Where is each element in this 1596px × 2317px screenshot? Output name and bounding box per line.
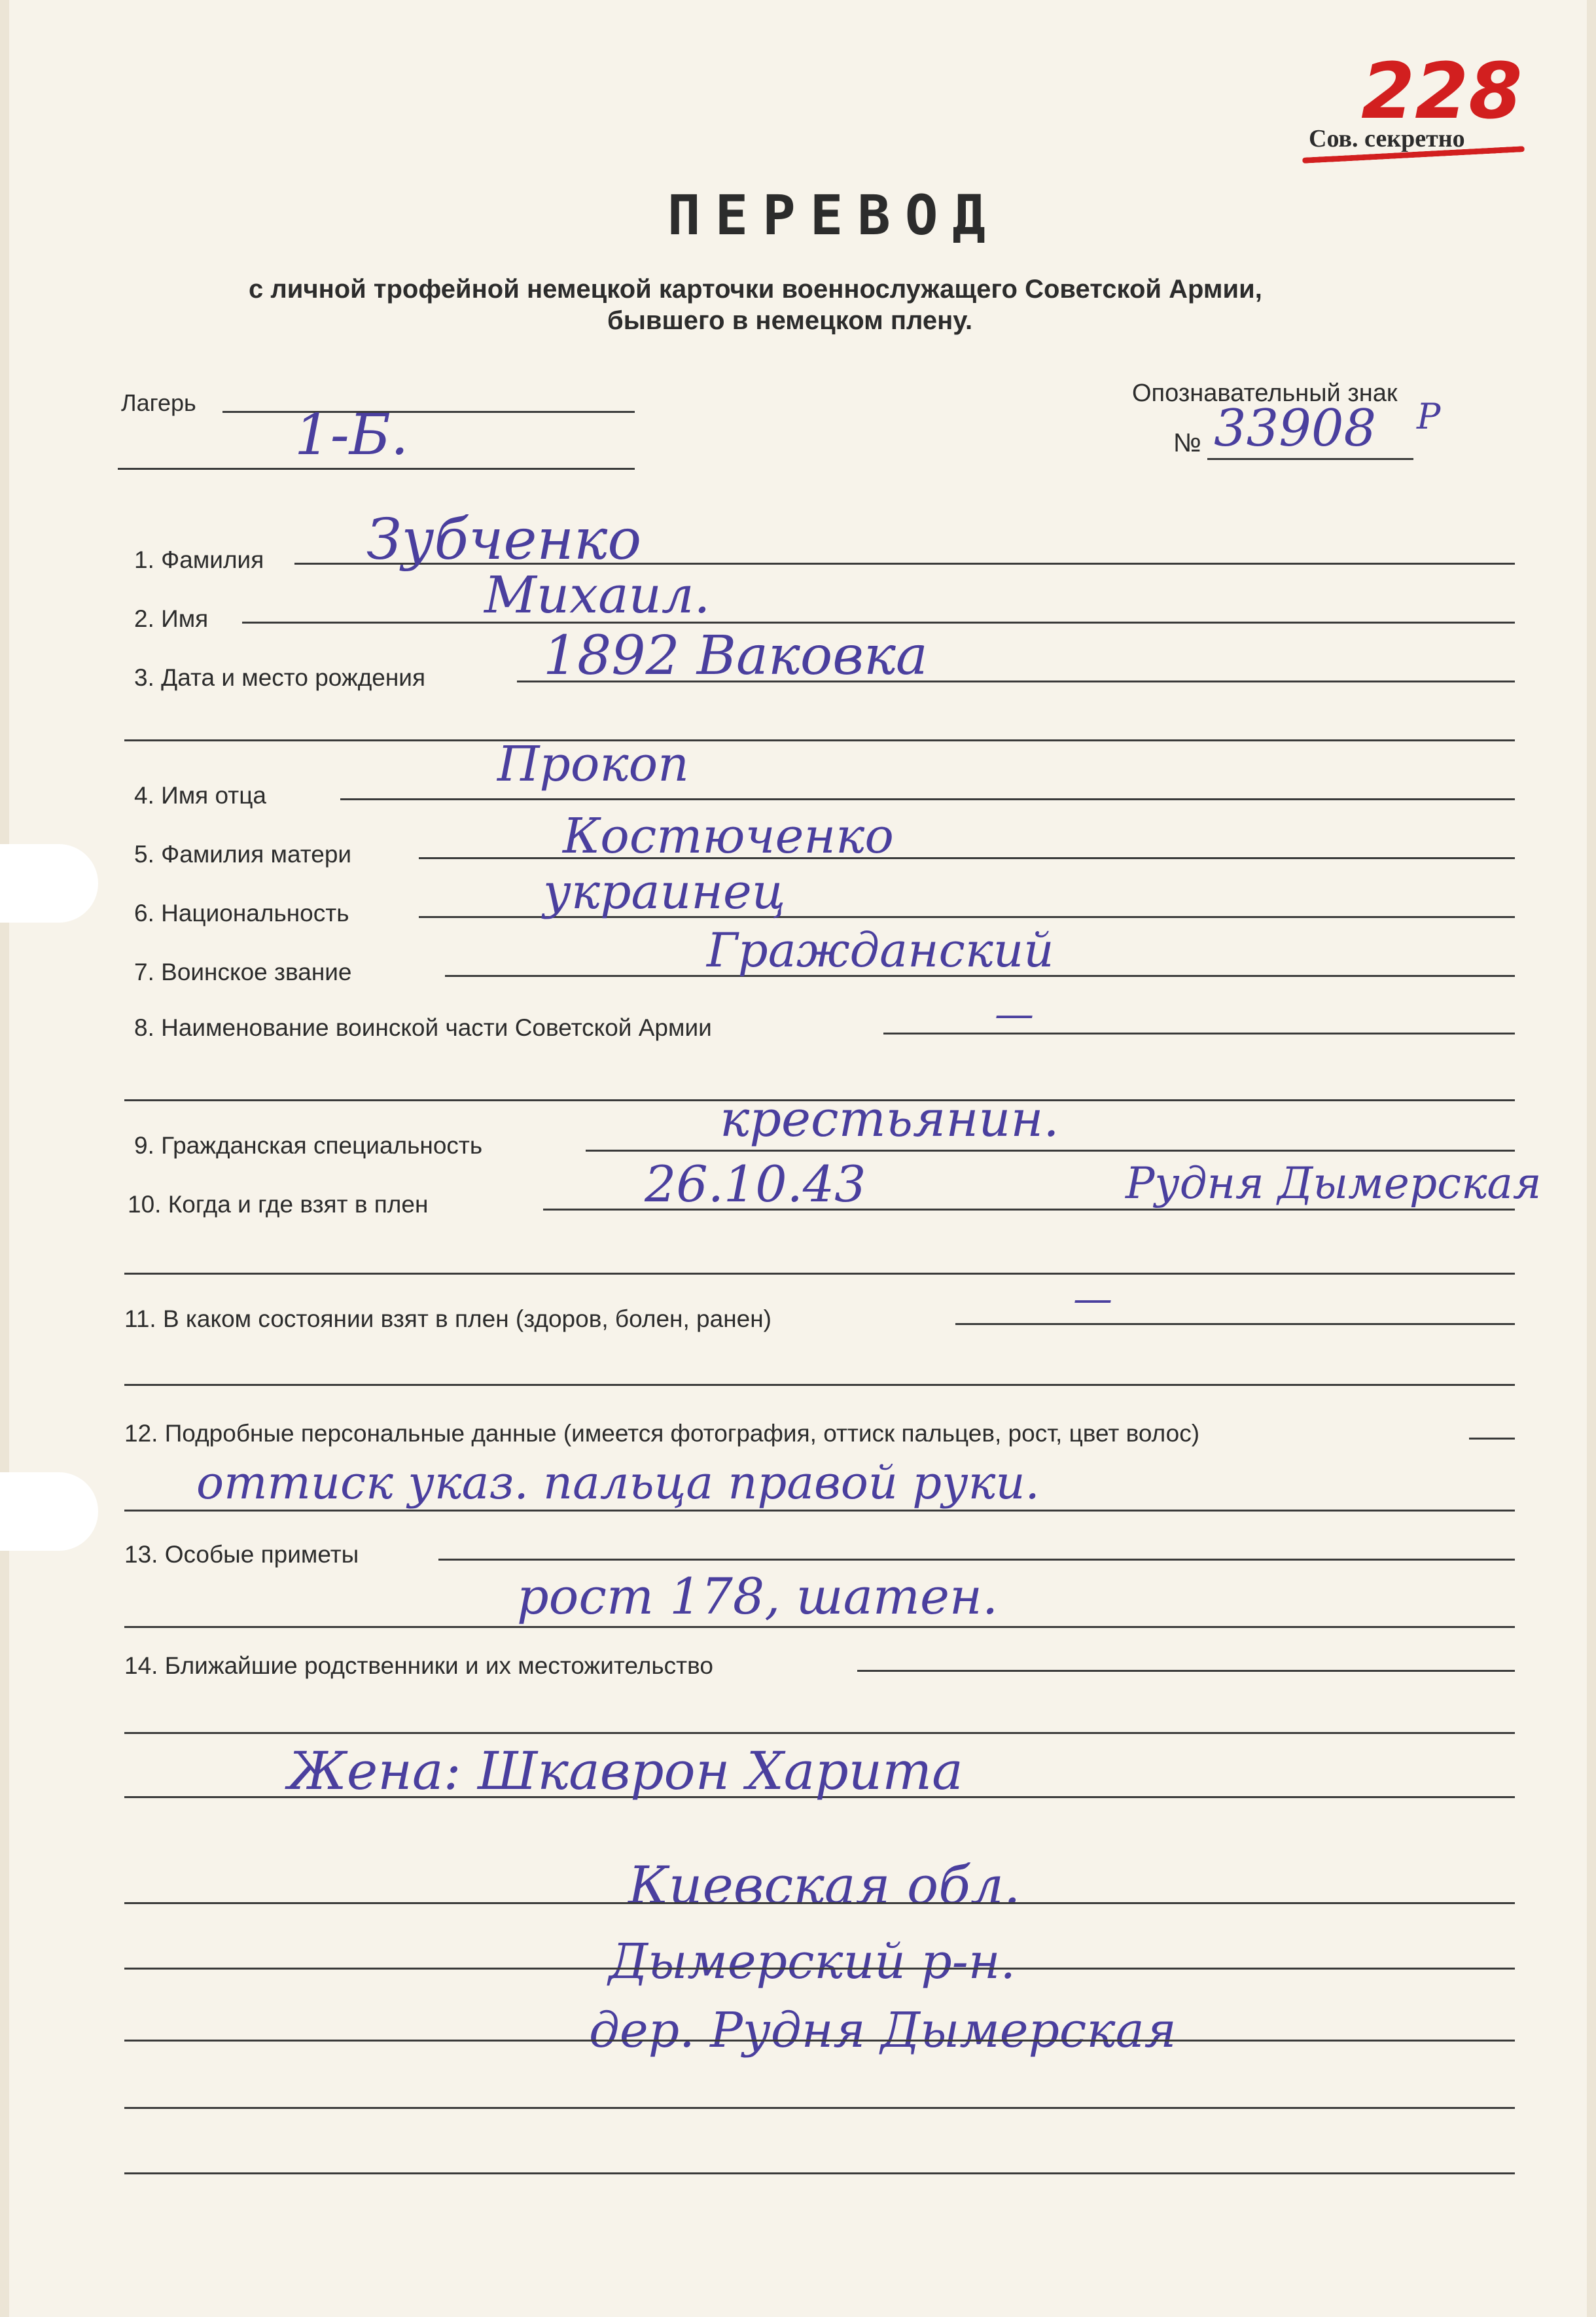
- field-10-value-place: Рудня Дымерская: [1126, 1158, 1542, 1209]
- blank-line-3: [124, 2040, 1515, 2042]
- red-stamp-number: 228: [1361, 46, 1523, 136]
- subtitle-line-2: бывшего в немецком плену.: [607, 306, 973, 335]
- field-12-continuation-line: [124, 1510, 1515, 1512]
- blank-line-1: [124, 1902, 1515, 1904]
- relatives-line-4: дер. Рудня Дымерская: [589, 2002, 1177, 2059]
- field-11-line: [955, 1323, 1515, 1325]
- field-12-label: 12. Подробные персональные данные (имеется фотография, оттиск пальцев, рост, цвет волос): [124, 1420, 1200, 1447]
- field-7-value: Гражданский: [707, 923, 1054, 978]
- field-7-label: 7. Воинское звание: [134, 959, 352, 985]
- field-4-line: [340, 798, 1515, 800]
- field-4-label: 4. Имя отца: [134, 782, 266, 809]
- id-tag-suffix: P: [1417, 396, 1441, 437]
- id-tag-label: Опознавательный знак: [1132, 380, 1398, 407]
- id-tag-value: 33908: [1214, 399, 1377, 458]
- subtitle-line-1: с личной трофейной немецкой карточки военнослужащего Советской Армии,: [249, 275, 1262, 304]
- field-13-line: [438, 1559, 1515, 1561]
- relatives-line-1: Жена: Шкаврон Харита: [288, 1741, 963, 1801]
- field-11-value: —: [1073, 1276, 1112, 1322]
- blank-line-4: [124, 2107, 1515, 2109]
- camp-line-2: [118, 468, 635, 470]
- field-13-continuation-line: [124, 1626, 1515, 1628]
- camp-value: 1-Б.: [294, 402, 409, 468]
- field-4-value: Прокоп: [497, 736, 689, 792]
- camp-label: Лагерь: [121, 389, 196, 416]
- field-2-line: [242, 622, 1515, 624]
- field-8-label: 8. Наименование воинской части Советской Армии: [134, 1014, 712, 1041]
- field-11-continuation-line: [124, 1384, 1515, 1386]
- field-6-value: украинец: [543, 864, 786, 920]
- field-9-line: [586, 1150, 1515, 1152]
- paper-left-edge: [0, 0, 9, 2317]
- paper-right-edge: [1587, 0, 1596, 2317]
- torn-notch-upper: [0, 844, 98, 923]
- field-6-label: 6. Национальность: [134, 900, 349, 927]
- field-3-continuation-line: [124, 739, 1515, 741]
- field-2-label: 2. Имя: [134, 605, 209, 632]
- field-14-label: 14. Ближайшие родственники и их местожительство: [124, 1652, 713, 1679]
- field-9-label: 9. Гражданская специальность: [134, 1132, 483, 1159]
- torn-notch-lower: [0, 1472, 98, 1551]
- field-9-value: крестьянин.: [720, 1089, 1059, 1148]
- id-tag-number-sign: №: [1173, 429, 1201, 457]
- field-12-value: оттиск указ. пальца правой руки.: [196, 1456, 1040, 1510]
- field-11-label: 11. В каком состоянии взят в плен (здоров, болен, ранен): [124, 1305, 771, 1332]
- field-2-value: Михаил.: [484, 566, 711, 625]
- field-14-line-2: [124, 1732, 1515, 1734]
- field-8-line: [883, 1033, 1515, 1035]
- field-10-value-date: 26.10.43: [645, 1155, 866, 1213]
- field-13-label: 13. Особые приметы: [124, 1541, 359, 1568]
- field-5-value: Костюченко: [563, 808, 894, 864]
- field-3-label: 3. Дата и место рождения: [134, 664, 425, 691]
- id-tag-line: [1207, 458, 1413, 460]
- field-10-continuation-line: [124, 1273, 1515, 1275]
- field-3-value: 1892 Ваковка: [543, 625, 928, 687]
- field-8-value: —: [995, 991, 1034, 1037]
- field-10-label: 10. Когда и где взят в плен: [128, 1191, 429, 1218]
- field-1-label: 1. Фамилия: [134, 546, 264, 573]
- blank-line-2: [124, 1968, 1515, 1970]
- field-12-line: [1469, 1438, 1515, 1440]
- camp-line-1: [222, 411, 635, 413]
- document-title: ПЕРЕВОД: [667, 183, 1001, 247]
- field-1-value: Зубченко: [366, 507, 642, 573]
- blank-line-5: [124, 2172, 1515, 2174]
- field-5-label: 5. Фамилия матери: [134, 841, 352, 868]
- classification-mark: Сов. секретно: [1309, 125, 1465, 152]
- field-13-value: рост 178, шатен.: [517, 1567, 999, 1625]
- relatives-line-2: Киевская обл.: [628, 1855, 1021, 1916]
- field-14-line: [857, 1670, 1515, 1672]
- relatives-line-3: Дымерский р-н.: [609, 1934, 1016, 1990]
